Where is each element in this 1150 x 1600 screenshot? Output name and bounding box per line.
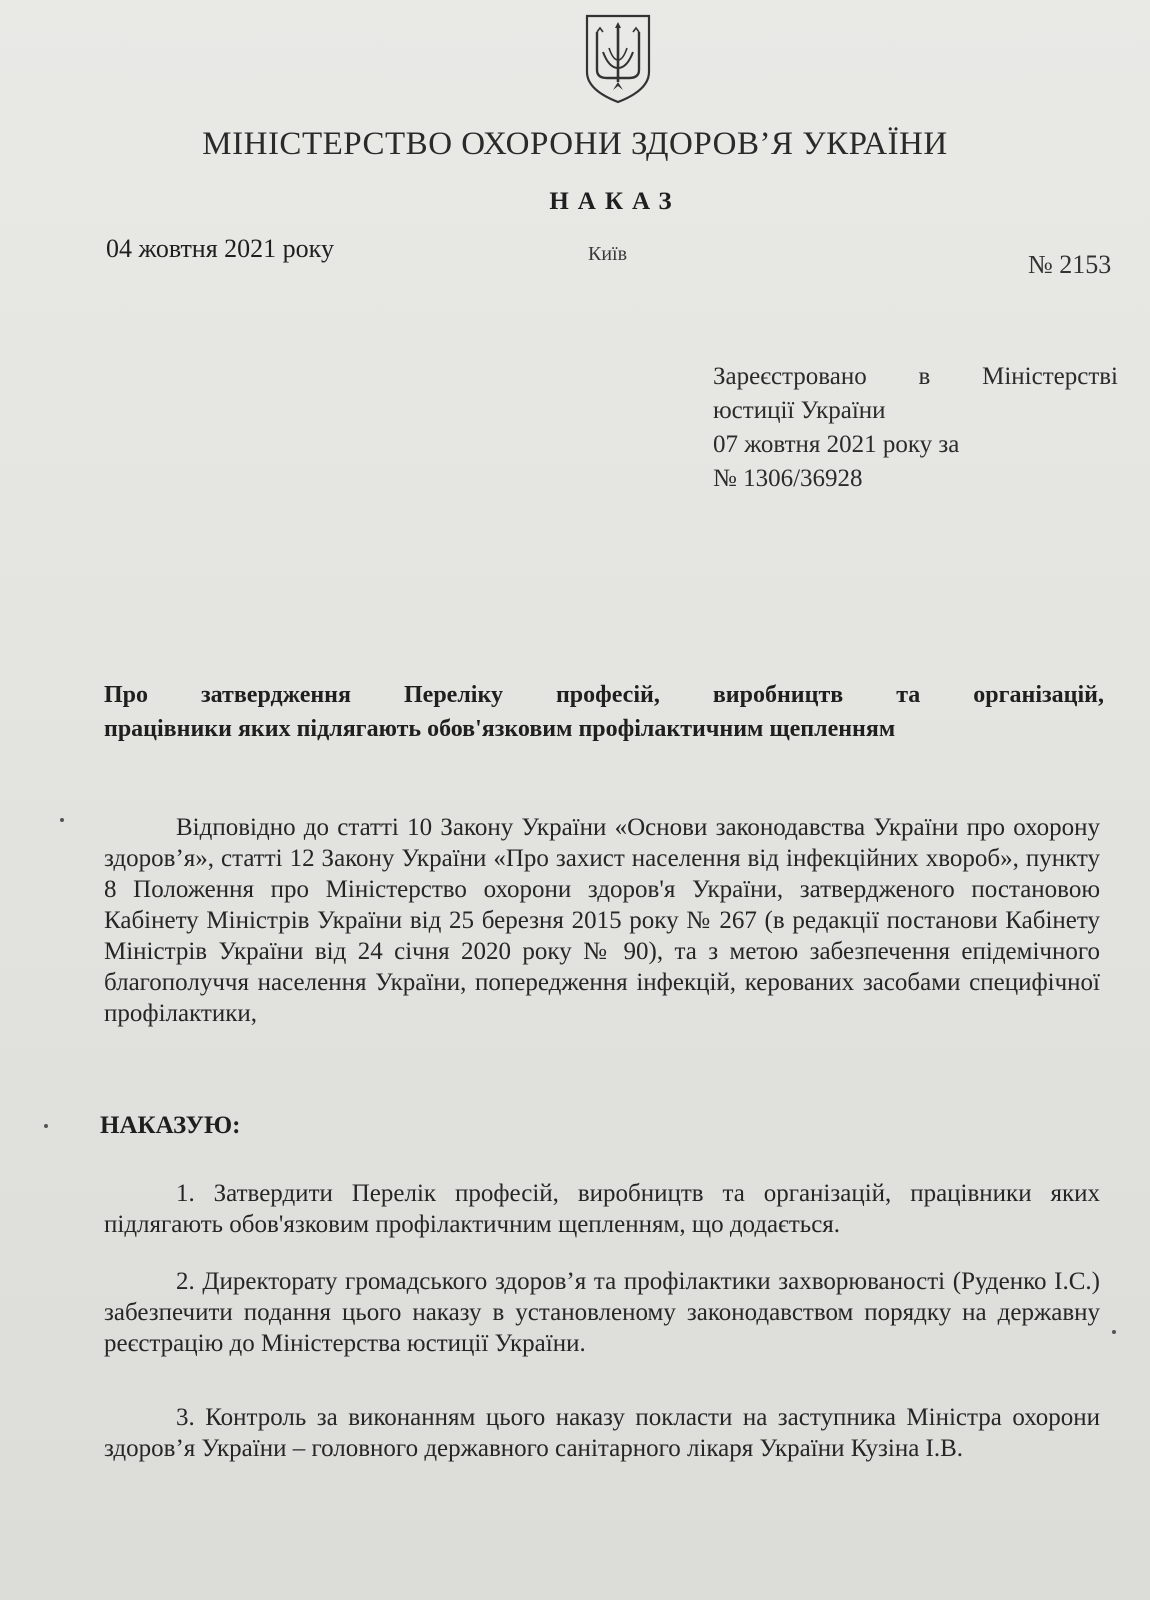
registration-line-1 [713, 360, 1118, 394]
registration-number: № 1306/36928 [713, 465, 863, 492]
order-item-2 [104, 1266, 1100, 1359]
order-heading: НАКАЗУЮ: [100, 1112, 241, 1139]
order-subject [104, 678, 1104, 746]
registration-word-1: Зареєстровано [713, 363, 867, 390]
preamble-paragraph [104, 812, 1100, 1029]
order-city: Київ [588, 243, 628, 265]
order-item-1 [104, 1178, 1100, 1240]
paper-speck [44, 1124, 48, 1128]
paper-speck [60, 818, 64, 822]
preamble-text: Відповідно до статті 10 Закону України «Основи законодавства України про охорону здоров’я», статті 12 Закону України «Про захист населення від інфекційних хвороб», пункту 8 Положення про Міністерство охорони здоров'я України, затвердженого постановою Кабінету Міністрів України від 25 березня 2015 року № 267 (в редакції постанови Кабінету Міністрів України від 24 січня 2020 року № 90), та з метою забезпечення епідемічного благополуччя населення України, попередження інфекцій, керованих засобами специфічної профілактики, [104, 814, 1100, 1027]
registration-word-3: Міністерстві [982, 363, 1118, 390]
order-number: № 2153 [1028, 250, 1112, 279]
order-item-2-text: 2. Директорату громадського здоров’я та профілактики захворюваності (Руденко І.С.) забезпечити подання цього наказу в установленому законодавством порядку на державну реєстрацію до Міністерства юстиції України. [104, 1268, 1100, 1357]
subject-line-1: Про затвердження Переліку професій, виробництв та організацій, [104, 682, 1104, 708]
document-type: НАКАЗ [549, 188, 681, 215]
registration-word-2: в [918, 363, 931, 390]
registration-line-2: юстиції України [713, 397, 886, 424]
registration-line-3: 07 жовтня 2021 року за [713, 431, 960, 458]
registration-stamp [713, 360, 1118, 496]
order-date: 04 жовтня 2021 року [106, 234, 334, 263]
paper-speck [1112, 1330, 1116, 1334]
order-item-3 [104, 1402, 1100, 1464]
ukraine-trident-icon [583, 12, 653, 106]
subject-line-2: працівники яких підлягають обов'язковим профілактичним щепленням [104, 716, 896, 742]
ministry-name: МІНІСТЕРСТВО ОХОРОНИ ЗДОРОВ’Я УКРАЇНИ [202, 126, 948, 162]
order-item-3-text: 3. Контроль за виконанням цього наказу покласти на заступника Міністра охорони здоров’я України – головного державного санітарного лікаря України Кузіна І.В. [104, 1404, 1100, 1462]
order-item-1-text: 1. Затвердити Перелік професій, виробництв та організацій, працівники яких підлягають обов'язковим профілактичним щепленням, що додається. [104, 1180, 1100, 1238]
